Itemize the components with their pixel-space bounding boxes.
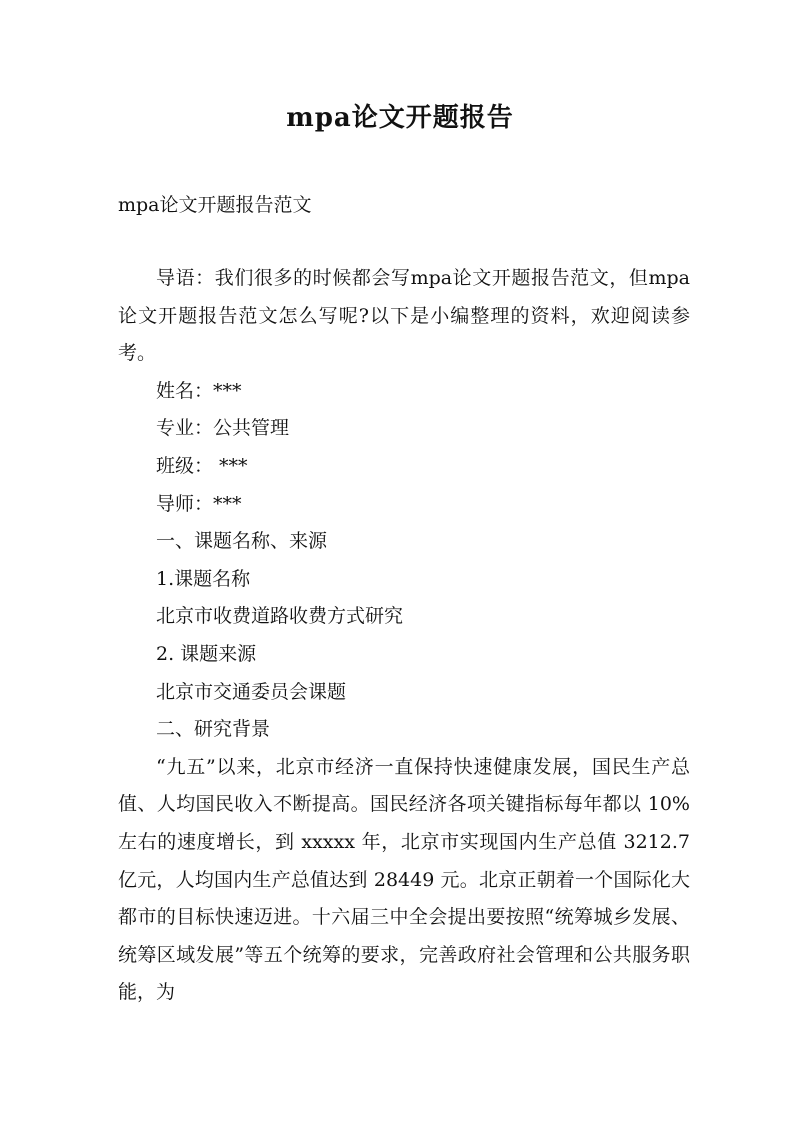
document-title: mpa论文开题报告 xyxy=(286,103,514,133)
section1-item2-text: 北京市交通委员会课题 xyxy=(156,680,347,703)
section1-item1-heading: 1.课题名称 xyxy=(156,567,251,590)
field-class: 班级： *** xyxy=(156,454,248,477)
document-subtitle: mpa论文开题报告范文 xyxy=(118,194,312,216)
section1-item2-heading: 2. 课题来源 xyxy=(156,642,257,665)
intro-paragraph: 导语：我们很多的时候都会写mpa论文开题报告范文，但mpa论文开题报告范文怎么写呢?以下是小编整理的资料，欢迎阅读参考。 xyxy=(118,267,690,365)
section2-paragraph: “九五”以来，北京市经济一直保持快速健康发展，国民生产总值、人均国民收入不断提高。国民经济各项关键指标每年都以 10% 左右的速度增长，到 xxxxx 年，北京市实现国内生产总值 3212.7 亿元，人均国内生产总值达到 28449 元。北京正朝着一个国际化大都市的目标快速迈进。十六届三中全会提出要按照“统筹城乡发展、统筹区域发展”等五个统筹的要求，完善政府社会管理和公共服务职能，为 xyxy=(118,755,690,1004)
field-name: 姓名：*** xyxy=(156,379,242,402)
document-body xyxy=(118,260,690,1012)
section1-item1-text: 北京市收费道路收费方式研究 xyxy=(156,605,404,628)
section2-heading: 二、研究背景 xyxy=(156,718,271,741)
field-advisor: 导师：*** xyxy=(156,492,242,515)
section1-heading: 一、课题名称、来源 xyxy=(156,530,328,553)
field-major: 专业：公共管理 xyxy=(156,417,290,440)
